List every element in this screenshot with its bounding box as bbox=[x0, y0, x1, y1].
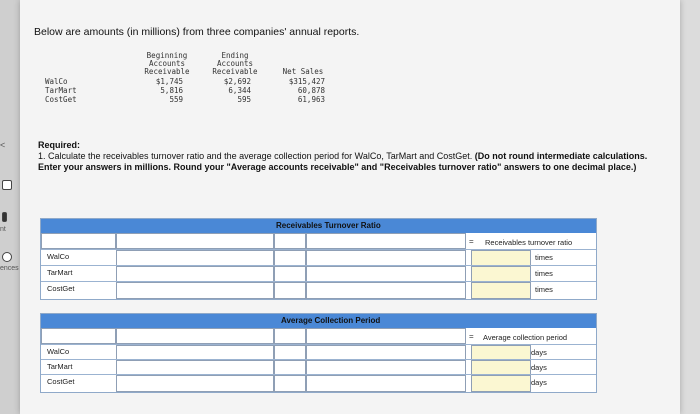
company-label: CostGet bbox=[47, 377, 75, 386]
header-net-sales: Net Sales bbox=[282, 67, 324, 76]
turnover-row-walco bbox=[41, 249, 596, 266]
intro-text: Below are amounts (in millions) from three companies' annual reports. bbox=[34, 26, 360, 38]
net-sales-value: 61,963 bbox=[297, 95, 325, 104]
numerator-input[interactable] bbox=[116, 250, 274, 266]
unit-label: times bbox=[535, 269, 553, 278]
operator-input[interactable] bbox=[274, 250, 306, 266]
company-name: WalCo bbox=[45, 77, 68, 86]
denominator-input[interactable] bbox=[306, 345, 466, 360]
company-label: WalCo bbox=[47, 347, 70, 356]
end-ar-value: $2,692 bbox=[223, 77, 251, 86]
end-ar-value: 595 bbox=[237, 95, 251, 104]
company-name: TarMart bbox=[45, 86, 77, 95]
end-ar-value: 6,344 bbox=[228, 86, 251, 95]
numerator-input[interactable] bbox=[116, 360, 274, 375]
turnover-answer-input[interactable] bbox=[471, 282, 531, 299]
question-page bbox=[20, 0, 680, 414]
operator-input[interactable] bbox=[274, 328, 306, 344]
turnover-row-costget bbox=[41, 281, 596, 299]
equals-sign: = bbox=[469, 237, 474, 246]
turnover-answer-input[interactable] bbox=[471, 250, 531, 266]
begin-ar-value: 559 bbox=[169, 95, 183, 104]
edge-mark-arrow: < bbox=[0, 140, 6, 150]
denominator-input[interactable] bbox=[306, 233, 466, 249]
edge-checkbox[interactable] bbox=[2, 180, 12, 190]
company-label: TarMart bbox=[47, 268, 73, 277]
operator-input[interactable] bbox=[274, 360, 306, 375]
company-label: CostGet bbox=[47, 284, 75, 293]
turnover-grid-header bbox=[41, 219, 596, 233]
left-panel-edge bbox=[0, 0, 20, 414]
required-instructions bbox=[38, 140, 668, 173]
operator-input[interactable] bbox=[274, 266, 306, 282]
numerator-input[interactable] bbox=[116, 345, 274, 360]
numerator-input[interactable] bbox=[116, 282, 274, 299]
header-ending-ar: Ending Accounts Receivable bbox=[212, 51, 258, 76]
collection-result-label: Average collection period bbox=[483, 333, 568, 342]
collection-answer-input[interactable] bbox=[471, 360, 531, 375]
edge-mark-ences: ences bbox=[0, 265, 19, 272]
unit-label: times bbox=[535, 253, 553, 262]
company-label: TarMart bbox=[47, 362, 73, 371]
denominator-input[interactable] bbox=[306, 250, 466, 266]
operator-input[interactable] bbox=[274, 233, 306, 249]
unit-label: days bbox=[531, 363, 547, 372]
numerator-input[interactable] bbox=[116, 328, 274, 344]
collection-row-costget bbox=[41, 374, 596, 392]
turnover-grid-title: Receivables Turnover Ratio bbox=[276, 221, 381, 230]
unit-label: days bbox=[531, 348, 547, 357]
formula-label-input[interactable] bbox=[41, 233, 116, 249]
numerator-input[interactable] bbox=[116, 375, 274, 392]
edge-mark-nt: nt bbox=[0, 226, 6, 233]
numerator-input[interactable] bbox=[116, 266, 274, 282]
company-label: WalCo bbox=[47, 252, 70, 261]
denominator-input[interactable] bbox=[306, 328, 466, 344]
collection-row-walco bbox=[41, 344, 596, 360]
denominator-input[interactable] bbox=[306, 266, 466, 282]
equals-sign: = bbox=[469, 332, 474, 341]
formula-label-input[interactable] bbox=[41, 328, 116, 344]
edge-marker bbox=[2, 212, 7, 222]
turnover-row-tarmart bbox=[41, 265, 596, 282]
collection-row-tarmart bbox=[41, 359, 596, 375]
collection-answer-input[interactable] bbox=[471, 345, 531, 360]
collection-grid-title: Average Collection Period bbox=[281, 316, 381, 325]
turnover-answer-input[interactable] bbox=[471, 266, 531, 282]
net-sales-value: $315,427 bbox=[288, 77, 325, 86]
collection-answer-input[interactable] bbox=[471, 375, 531, 392]
header-beginning-ar: Beginning Accounts Receivable bbox=[144, 51, 190, 76]
numerator-input[interactable] bbox=[116, 233, 274, 249]
operator-input[interactable] bbox=[274, 375, 306, 392]
required-text: 1. Calculate the receivables turnover ratio and the average collection period for WalCo, TarMart and CostGet. bbox=[38, 151, 473, 161]
company-name: CostGet bbox=[45, 95, 77, 104]
begin-ar-value: $1,745 bbox=[155, 77, 183, 86]
begin-ar-value: 5,816 bbox=[160, 86, 183, 95]
required-heading: Required: bbox=[38, 140, 81, 150]
unit-label: times bbox=[535, 285, 553, 294]
collection-period-grid bbox=[40, 313, 597, 393]
turnover-result-label: Receivables turnover ratio bbox=[485, 238, 573, 247]
denominator-input[interactable] bbox=[306, 375, 466, 392]
operator-input[interactable] bbox=[274, 282, 306, 299]
turnover-ratio-grid bbox=[40, 218, 597, 300]
required-note: (Do not round intermediate calculations. Enter your answers in millions. Round your "Average accounts receivable" and "Receivables turnover ratio" answers to one decimal place.) bbox=[38, 151, 648, 172]
net-sales-value: 60,878 bbox=[297, 86, 325, 95]
denominator-input[interactable] bbox=[306, 282, 466, 299]
unit-label: days bbox=[531, 378, 547, 387]
denominator-input[interactable] bbox=[306, 360, 466, 375]
collection-grid-header bbox=[41, 314, 596, 328]
edge-radio[interactable] bbox=[2, 252, 12, 262]
operator-input[interactable] bbox=[274, 345, 306, 360]
